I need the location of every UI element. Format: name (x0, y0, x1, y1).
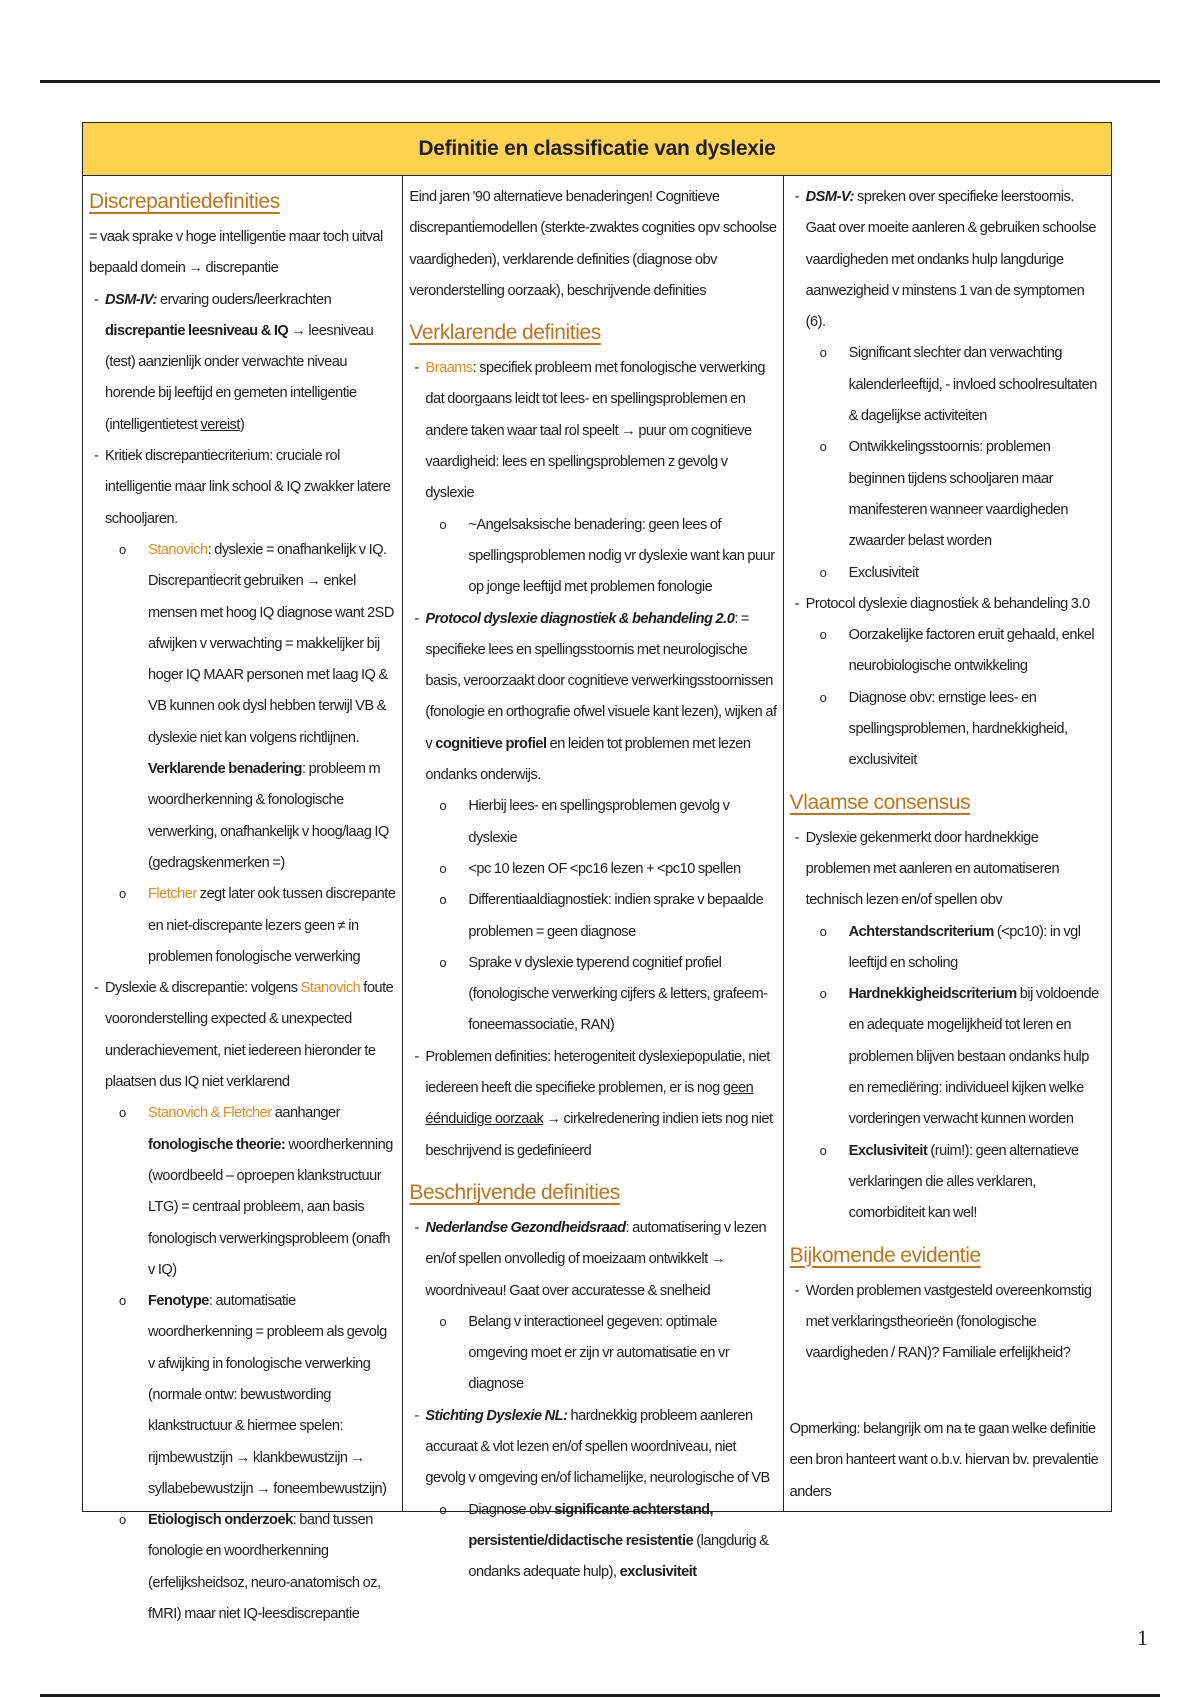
column-discrepantie (83, 176, 403, 1623)
list-item-protocol-2: - Protocol dyslexie diagnostiek & behandeling 2.0: = specifieke lees en spellingsstoornis met neurologische basis, veroorzaakt door cognitieve verwerkingsstoornissen (fonologie en orthografie ofwel visuele kant lezen), wijken af v cognitieve profiel en leiden tot problemen met lezen ondanks onderwijs. o Hierbij lees- en spellingsproblemen gevolg v dyslexie o <pc 10 lezen OF <pc16 lezen + <pc10 spellen o Differentiaaldiagnostiek: indien sprake v bepaalde problemen = geen diagnose o Sprake v dyslexie typerend cognitief profiel (fonologische verwerking cijfers & letters, grafeem-foneemassociatie, RAN) (409, 604, 776, 1042)
heading-verklarende-definities: Verklarende definities (409, 321, 601, 345)
list-item-problemen-definities: - Problemen definities: heterogeniteit dyslexiepopulatie, niet iedereen heeft die specifieke problemen, er is nog geen éénduidige oorzaak → cirkelredenering indien iets nog niet beschrijvend is gedefinieerd (409, 1042, 776, 1167)
note-opmerking: Opmerking: belangrijk om na te gaan welke definitie een bron hanteert want o.b.v. hiervan bv. prevalentie anders (789, 1421, 1099, 1500)
list-item-protocol-sub: o Sprake v dyslexie typerend cognitief profiel (fonologische verwerking cijfers & letters, grafeem-foneemassociatie, RAN) (425, 948, 776, 1042)
top-rule (40, 80, 1160, 83)
list-item-gezondheidsraad: - Nederlandse Gezondheidsraad: automatisering v lezen en/of spellen onvolledig of moeizaam ontwikkelt → woordniveau! Gaat over accuratesse & snelheid o Belang v interactioneel gegeven: optimale omgeving moet er zijn vr automatisatie en vr diagnose (409, 1213, 776, 1401)
list-item-fenotype: o Fenotype: automatisatie woordherkenning = probleem als gevolg v afwijking in fonologische verwerking (normale ontw: bewustwording klankstructuur & hiermee spelen: rijmbewustzijn → klankbewustzijn → syllabebewustzijn → foneembewustzijn) (105, 1286, 396, 1505)
list-item-dsm5-sub: o Significant slechter dan verwachting kalenderleeftijd, - invloed schoolresultaten & dagelijkse activiteiten (806, 338, 1105, 432)
page-title: Definitie en classificatie van dyslexie (83, 123, 1111, 176)
list-item-protocol-sub: o Hierbij lees- en spellingsproblemen gevolg v dyslexie (425, 791, 776, 854)
column-verklarend-beschrijvend (403, 176, 783, 1581)
list-item-dsm4: - DSM-IV: ervaring ouders/leerkrachten discrepantie leesniveau & IQ → leesniveau (test) aanzienlijk onder verwachte niveau horende bij leeftijd en gemeten intelligentie (intelligentietest vereist) (89, 285, 396, 441)
list-item-achterstand: o Achterstandscriterium (<pc10): in vgl leeftijd en scholing (806, 917, 1105, 980)
list-item-dsm5-sub: o Ontwikkelingsstoornis: problemen beginnen tijdens schooljaren maar manifesteren wanneer vaardigheden zwaarder belast worden (806, 432, 1105, 557)
list-item-hardnekkigheid: o Hardnekkigheidscriterium bij voldoende en adequate mogelijkheid tot leren en problemen blijven bestaan ondanks hulp en remediëring: individueel kijken welke vorderingen verwacht kunnen worden (806, 979, 1105, 1135)
bottom-rule (40, 1694, 1160, 1697)
list-item-angelsaksisch: o ~Angelsaksische benadering: geen lees of spellingsproblemen nodig vr dyslexie want kan puur op jonge leeftijd met problemen fonologie (425, 510, 776, 604)
list-item-protocol-sub: o <pc 10 lezen OF <pc16 lezen + <pc10 spellen (425, 854, 776, 885)
list-item-dyslexie-discrepantie: - Dyslexie & discrepantie: volgens Stanovich foute vooronderstelling expected & unexpected underachievement, niet iedereen hieronder te plaatsen dus IQ niet verklarend o Stanovich & Fletcher aanhanger fonologische theorie: woordherkenning (woordbeeld – oproepen klankstructuur LTG) = centraal probleem, aan basis fonologisch verwerkingsprobleem (onafh v IQ) o Fenotype: automatisatie woordherkenning = probleem als gevolg v afwijking in fonologische verwerking (normale ontw: bewustwording klankstructuur & hiermee spelen: rijmbewustzijn → klankbewustzijn → syllabebewustzijn → foneembewustzijn) o Etiologisch onderzoek: band tussen fonologie en woordherkenning (erfelijksheidsoz, neuro-anatomisch oz, fMRI) maar niet IQ-leesdiscrepantie (89, 973, 396, 1630)
list-item-fonologische-theorie: o Stanovich & Fletcher aanhanger fonologische theorie: woordherkenning (woordbeeld – oproepen klankstructuur LTG) = centraal probleem, aan basis fonologisch verwerkingsprobleem (onafh v IQ) (105, 1098, 396, 1286)
column-dsm5-vlaams (784, 176, 1111, 1512)
heading-beschrijvende-definities: Beschrijvende definities (409, 1180, 620, 1204)
heading-discrepantiedefinities: Discrepantiedefinities (89, 190, 280, 213)
page-number: 1 (1137, 1625, 1148, 1650)
list-item-interactioneel: o Belang v interactioneel gegeven: optimale omgeving moet er zijn vr automatisatie en vr diagnose (425, 1307, 776, 1401)
list-item-diagnose-obv: o Diagnose obv significante achterstand, persistentie/didactische resistentie (langdurig & ondanks adequate hulp), exclusiviteit (425, 1495, 776, 1589)
summary-table (82, 122, 1112, 1623)
heading-bijkomende-evidentie: Bijkomende evidentie (789, 1243, 981, 1267)
list-item-etiologisch: o Etiologisch onderzoek: band tussen fonologie en woordherkenning (erfelijksheidsoz, neuro-anatomisch oz, fMRI) maar niet IQ-leesdiscrepantie (105, 1505, 396, 1630)
list-item-protocol-3: - Protocol dyslexie diagnostiek & behandeling 3.0 o Oorzakelijke factoren eruit gehaald, enkel neurobiologische ontwikkeling o Diagnose obv: ernstige lees- en spellingsproblemen, hardnekkigheid, exclusiviteit (790, 589, 1105, 777)
paragraph-intro: = vaak sprake v hoge intelligentie maar toch uitval bepaald domein → discrepantie (89, 229, 383, 277)
list-item-exclusiviteit: o Exclusiviteit (ruim!): geen alternatieve verklaringen die alles verklaren, comorbiditeit kan wel! (806, 1136, 1105, 1230)
list-item-fletcher: o Fletcher zegt later ook tussen discrepante en niet-discrepante lezers geen ≠ in problemen fonologische verwerking (105, 879, 396, 973)
list-item-dsm5: - DSM-V: spreken over specifieke leerstoornis. Gaat over moeite aanleren & gebruiken schoolse vaardigheden met ondanks hulp langdurige aanwezigheid v minstens 1 van de symptomen (6). o Significant slechter dan verwachting kalenderleeftijd, - invloed schoolresultaten & dagelijkse activiteiten o Ontwikkelingsstoornis: problemen beginnen tijdens schooljaren maar manifesteren wanneer vaardigheden zwaarder belast worden o Exclusiviteit (790, 182, 1105, 589)
list-item-vlaams: - Dyslexie gekenmerkt door hardnekkige problemen met aanleren en automatiseren technisch lezen en/of spellen obv o Achterstandscriterium (<pc10): in vgl leeftijd en scholing o Hardnekkigheidscriterium bij voldoende en adequate mogelijkheid tot leren en problemen blijven bestaan ondanks hulp en remediëring: individueel kijken welke vorderingen verwacht kunnen worden o Exclusiviteit (ruim!): geen alternatieve verklaringen die alles verklaren, comorbiditeit kan wel! (790, 823, 1105, 1230)
list-item-braams: - Braams: specifiek probleem met fonologische verwerking dat doorgaans leidt tot lees- en spellingsproblemen en andere taken waar taal rol speelt → puur om cognitieve vaardigheid: lees en spellingsproblemen z gevolg v dyslexie o ~Angelsaksische benadering: geen lees of spellingsproblemen nodig vr dyslexie want kan puur op jonge leeftijd met problemen fonologie (409, 353, 776, 603)
list-item-dsm5-sub: o Exclusiviteit (806, 558, 1105, 589)
list-item-stanovich: o Stanovich: dyslexie = onafhankelijk v IQ. Discrepantiecrit gebruiken → enkel mensen met hoog IQ diagnose want 2SD afwijken v verwachting = makkelijker bij hoger IQ MAAR personen met laag IQ & VB kunnen ook dysl hebben terwijl VB & dyslexie niet kan volgens richtlijnen. Verklarende benadering: probleem m woordherkenning & fonologische verwerking, onafhankelijk v hoog/laag IQ (gedragskenmerken =) (105, 535, 396, 879)
list-item-stichting-dyslexie: - Stichting Dyslexie NL: hardnekkig probleem aanleren accuraat & vlot lezen en/of spellen woordniveau, niet gevolg v omgeving en/of lichamelijke, neurologische of VB o Diagnose obv significante achterstand, persistentie/didactische resistentie (langdurig & ondanks adequate hulp), exclusiviteit (409, 1401, 776, 1589)
list-item-kritiek: - Kritiek discrepantiecriterium: cruciale rol intelligentie maar link school & IQ zwakker latere schooljaren. o Stanovich: dyslexie = onafhankelijk v IQ. Discrepantiecrit gebruiken → enkel mensen met hoog IQ diagnose want 2SD afwijken v verwachting = makkelijker bij hoger IQ MAAR personen met laag IQ & VB kunnen ook dysl hebben terwijl VB & dyslexie niet kan volgens richtlijnen. Verklarende benadering: probleem m woordherkenning & fonologische verwerking, onafhankelijk v hoog/laag IQ (gedragskenmerken =) o Fletcher zegt later ook tussen discrepante en niet-discrepante lezers geen ≠ in problemen fonologische verwerking (89, 441, 396, 973)
list-item-protocol3-sub: o Diagnose obv: ernstige lees- en spellingsproblemen, hardnekkigheid, exclusiviteit (806, 683, 1105, 777)
list-item-bijkomend: - Worden problemen vastgesteld overeenkomstig met verklaringstheorieën (fonologische vaardigheden / RAN)? Familiale erfelijkheid? (790, 1276, 1105, 1370)
paragraph-alternatieve-benaderingen: Eind jaren '90 alternatieve benaderingen! Cognitieve discrepantiemodellen (sterkte-zwaktes cognities opv schoolse vaardigheden), verklarende definities (diagnose obv veronderstelling oorzaak), beschrijvende definities (409, 189, 777, 299)
list-item-protocol3-sub: o Oorzakelijke factoren eruit gehaald, enkel neurobiologische ontwikkeling (806, 620, 1105, 683)
list-item-protocol-sub: o Differentiaaldiagnostiek: indien sprake v bepaalde problemen = geen diagnose (425, 885, 776, 948)
heading-vlaamse-consensus: Vlaamse consensus (789, 790, 971, 814)
